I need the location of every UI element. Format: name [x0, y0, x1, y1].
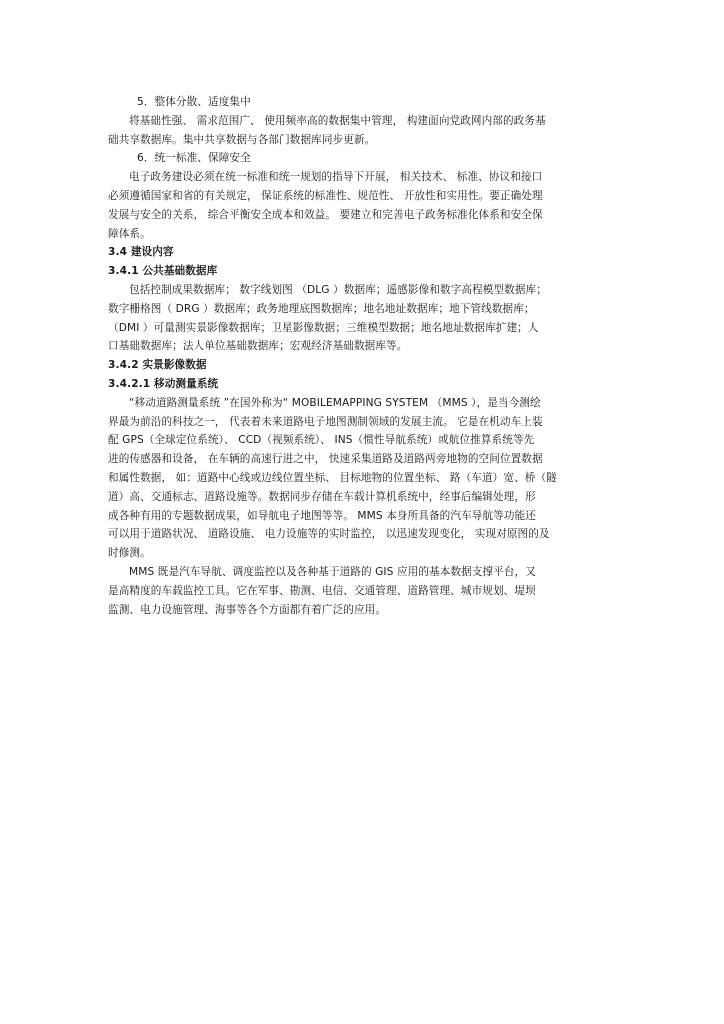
text-line: 成各种有用的专题数据成果，如导航电子地图等等。 MMS 本身所具备的汽车导航等功能还	[108, 509, 536, 522]
text-line: 础共享数据库。集中共享数据与各部门数据库同步更新。	[108, 133, 376, 146]
document-body	[108, 93, 618, 619]
text-line: 包括控制成果数据库； 数字线划图 （DLG ）数据库；遥感影像和数字高程模型数据库；	[129, 283, 547, 296]
text-line: 可以用于道路状况、 道路设施、 电力设施等的实时监控， 以迅速发现变化， 实现对原图的及	[108, 528, 550, 541]
text-line: 口基础数据库；法人单位基础数据库；宏观经济基础数据库等。	[108, 340, 408, 353]
text-line: “移动道路测量系统 ”在国外称为“ MOBILEMAPPING SYSTEM （MMS ），是当今测绘	[129, 396, 541, 409]
text-line: 是高精度的车载监控工具。它在军事、勘测、电信、交通管理、道路管理、城市规划、堤坝	[108, 584, 536, 597]
text-line: 界最为前沿的科技之一， 代表着未来道路电子地图测制领域的发展主流。 它是在机动车上装	[108, 415, 543, 428]
section-heading: 3.4.2 实景影像数据	[108, 359, 207, 372]
text-line: 配 GPS（全球定位系统）、 CCD（视频系统）、 INS（惯性导航系统）或航位推算系统等先	[108, 434, 535, 447]
text-line: 将基础性强、 需求范围广、 使用频率高的数据集中管理， 构建面向党政网内部的政务基	[129, 114, 546, 127]
text-line: 数字栅格图（ DRG ）数据库；政务地理底图数据库；地名地址数据库；地下管线数据库；	[108, 302, 535, 315]
section-heading: 3.4.1 公共基础数据库	[108, 265, 218, 278]
text-line: 发展与安全的关系， 综合平衡安全成本和效益。 要建立和完善电子政务标准化体系和安全保	[108, 208, 543, 221]
text-line: （DMI ）可量测实景影像数据库；卫星影像数据；三维模型数据；地名地址数据库扩建；人	[108, 321, 539, 334]
text-line: 进的传感器和设备， 在车辆的高速行进之中， 快速采集道路及道路两旁地物的空间位置数据	[108, 453, 543, 466]
text-line: 时修测。	[108, 547, 151, 560]
text-line: MMS 既是汽车导航、调度监控以及各种基于道路的 GIS 应用的基本数据支撑平台，又	[129, 565, 536, 578]
section-heading: 3.4 建设内容	[108, 246, 174, 259]
text-line: 5．整体分散、适度集中	[137, 96, 251, 108]
text-line: 必须遵循国家和省的有关规定， 保证系统的标准性、规范性、 开放性和实用性。要正确处理	[108, 189, 543, 202]
text-line: 电子政务建设必须在统一标准和统一规划的指导下开展， 相关技术、 标准、协议和接口	[129, 171, 543, 184]
section-heading: 3.4.2.1 移动测量系统	[108, 377, 219, 390]
text-line: 6．统一标准、保障安全	[137, 152, 251, 165]
text-line: 道）高、交通标志、道路设施等。数据同步存储在车载计算机系统中，经事后编辑处理，形	[108, 490, 536, 503]
text-line: 和属性数据， 如：道路中心线或边线位置坐标、 目标地物的位置坐标、 路（车道）宽、桥（隧	[108, 471, 557, 484]
text-line: 障体系。	[108, 227, 151, 240]
text-line: 监测、电力设施管理、海事等各个方面都有着广泛的应用。	[108, 603, 387, 616]
